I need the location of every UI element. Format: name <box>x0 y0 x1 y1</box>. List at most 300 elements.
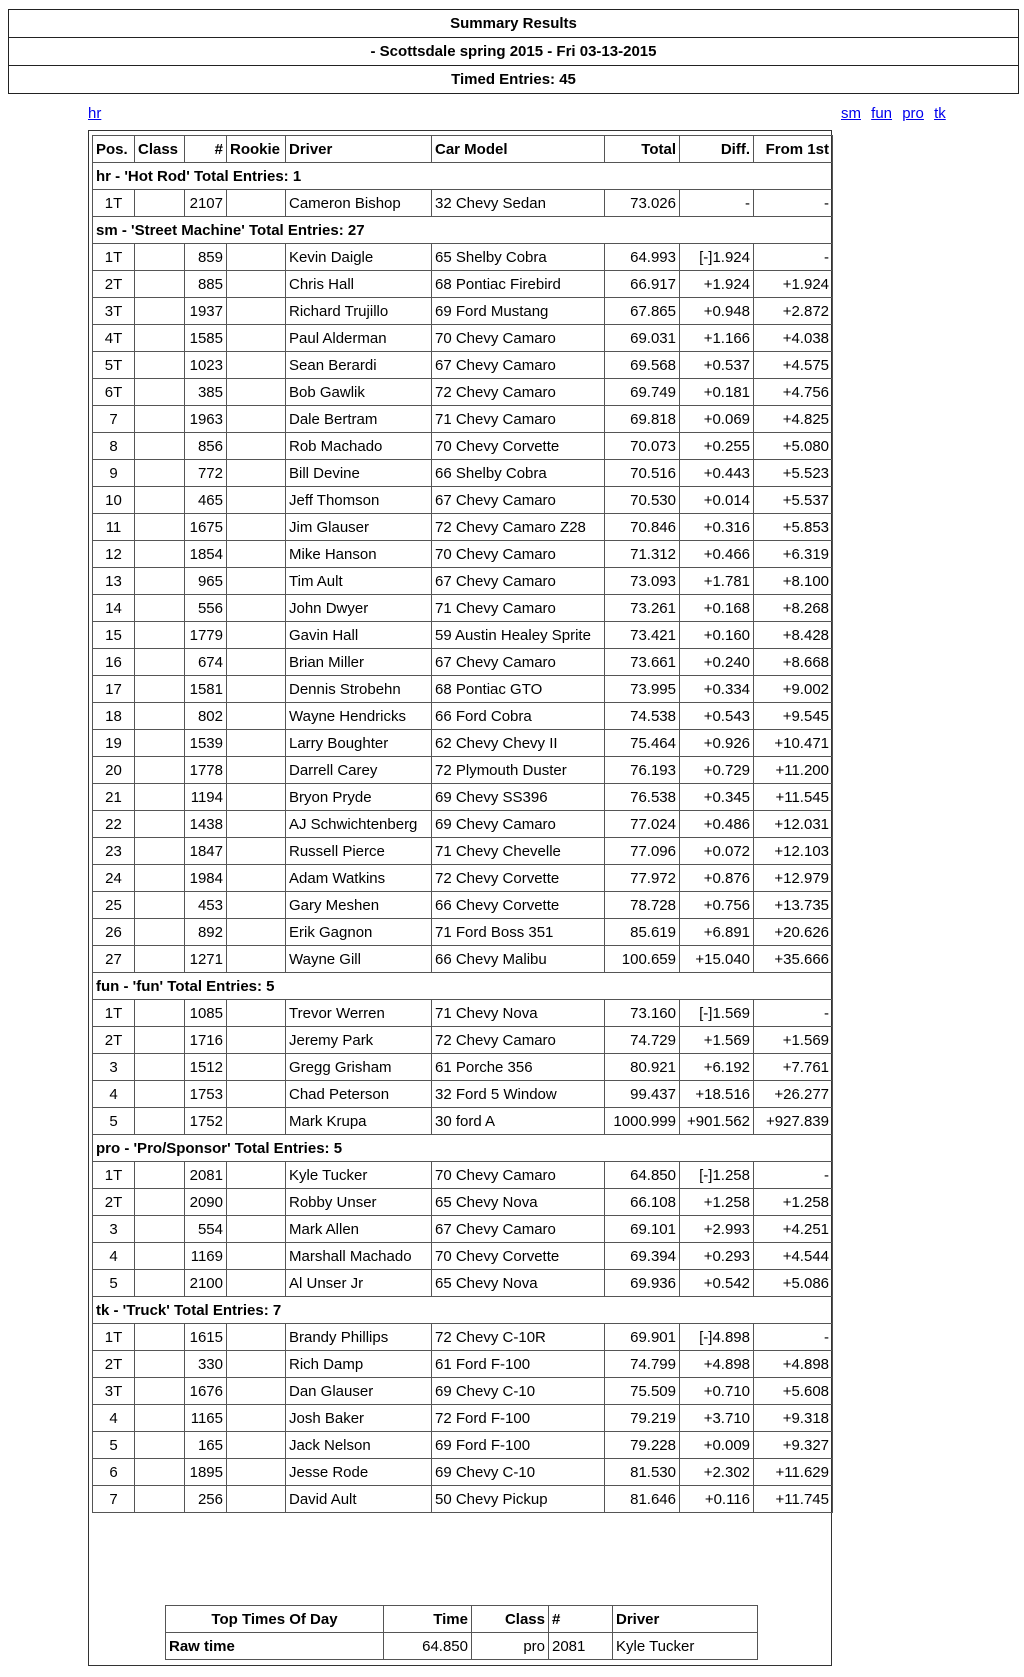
cell-class <box>135 1000 185 1027</box>
table-row <box>93 865 833 892</box>
cell-number: 1165 <box>185 1405 227 1432</box>
cell-pos: 5T <box>93 352 135 379</box>
cell-car-model: 67 Chevy Camaro <box>432 568 605 595</box>
cell-number: 885 <box>185 271 227 298</box>
cell-diff: +6.192 <box>680 1054 754 1081</box>
cell-diff: +1.924 <box>680 271 754 298</box>
cell-total: 77.024 <box>605 811 680 838</box>
cell-from-first: +20.626 <box>754 919 833 946</box>
cell-from-first: +4.251 <box>754 1216 833 1243</box>
cell-driver: Jack Nelson <box>286 1432 432 1459</box>
cell-class <box>135 1351 185 1378</box>
cell-class <box>135 379 185 406</box>
cell-number: 1615 <box>185 1324 227 1351</box>
top-time-class: pro <box>472 1633 549 1660</box>
cell-driver: Bill Devine <box>286 460 432 487</box>
cell-rookie <box>227 676 286 703</box>
cell-diff: +1.166 <box>680 325 754 352</box>
cell-number: 256 <box>185 1486 227 1513</box>
cell-from-first: +1.258 <box>754 1189 833 1216</box>
cell-driver: Dan Glauser <box>286 1378 432 1405</box>
cell-from-first: +8.100 <box>754 568 833 595</box>
cell-car-model: 50 Chevy Pickup <box>432 1486 605 1513</box>
cell-class <box>135 271 185 298</box>
cell-pos: 8 <box>93 433 135 460</box>
cell-rookie <box>227 595 286 622</box>
cell-rookie <box>227 487 286 514</box>
cell-car-model: 72 Ford F-100 <box>432 1405 605 1432</box>
cell-total: 78.728 <box>605 892 680 919</box>
cell-total: 70.073 <box>605 433 680 460</box>
cell-from-first: - <box>754 1162 833 1189</box>
cell-class <box>135 703 185 730</box>
cell-rookie <box>227 1108 286 1135</box>
cell-number: 1854 <box>185 541 227 568</box>
cell-rookie <box>227 244 286 271</box>
cell-class <box>135 1189 185 1216</box>
cell-car-model: 69 Ford Mustang <box>432 298 605 325</box>
cell-pos: 3T <box>93 298 135 325</box>
cell-class <box>135 1081 185 1108</box>
cell-diff: +0.316 <box>680 514 754 541</box>
table-row <box>93 649 833 676</box>
cell-car-model: 66 Chevy Corvette <box>432 892 605 919</box>
cell-from-first: +11.629 <box>754 1459 833 1486</box>
top-times-table <box>165 1605 758 1660</box>
cell-diff: +2.993 <box>680 1216 754 1243</box>
cell-class <box>135 1432 185 1459</box>
cell-total: 74.538 <box>605 703 680 730</box>
cell-from-first: +4.544 <box>754 1243 833 1270</box>
col-tt-number: # <box>549 1606 613 1633</box>
cell-car-model: 69 Chevy Camaro <box>432 811 605 838</box>
table-row <box>93 541 833 568</box>
table-row <box>93 190 833 217</box>
cell-rookie <box>227 1243 286 1270</box>
cell-driver: Mark Krupa <box>286 1108 432 1135</box>
cell-total: 69.936 <box>605 1270 680 1297</box>
cell-pos: 2T <box>93 1351 135 1378</box>
table-row <box>93 703 833 730</box>
cell-from-first: +13.735 <box>754 892 833 919</box>
cell-rookie <box>227 1000 286 1027</box>
cell-driver: Marshall Machado <box>286 1243 432 1270</box>
cell-number: 1778 <box>185 757 227 784</box>
cell-pos: 4 <box>93 1405 135 1432</box>
cell-diff: +0.014 <box>680 487 754 514</box>
cell-driver: Mark Allen <box>286 1216 432 1243</box>
table-row <box>93 1027 833 1054</box>
cell-from-first: +5.523 <box>754 460 833 487</box>
cell-rookie <box>227 838 286 865</box>
cell-driver: Tim Ault <box>286 568 432 595</box>
cell-number: 1539 <box>185 730 227 757</box>
cell-rookie <box>227 1459 286 1486</box>
top-time-label: Raw time <box>166 1633 384 1660</box>
cell-class <box>135 838 185 865</box>
cell-rookie <box>227 325 286 352</box>
results-header-row <box>93 136 833 163</box>
table-row <box>93 1216 833 1243</box>
cell-class <box>135 1216 185 1243</box>
cell-number: 556 <box>185 595 227 622</box>
cell-pos: 1T <box>93 244 135 271</box>
cell-pos: 2T <box>93 1027 135 1054</box>
table-row <box>93 811 833 838</box>
cell-diff: +0.181 <box>680 379 754 406</box>
cell-pos: 21 <box>93 784 135 811</box>
cell-total: 69.101 <box>605 1216 680 1243</box>
cell-diff: +0.334 <box>680 676 754 703</box>
cell-pos: 1T <box>93 1000 135 1027</box>
col-pos: Pos. <box>93 136 135 163</box>
table-row <box>93 757 833 784</box>
cell-total: 64.850 <box>605 1162 680 1189</box>
cell-total: 77.096 <box>605 838 680 865</box>
table-row <box>93 1189 833 1216</box>
cell-total: 66.108 <box>605 1189 680 1216</box>
cell-total: 73.421 <box>605 622 680 649</box>
class-link-sm[interactable]: sm <box>841 105 861 122</box>
cell-total: 85.619 <box>605 919 680 946</box>
top-time-value: 64.850 <box>384 1633 472 1660</box>
cell-class <box>135 784 185 811</box>
cell-pos: 18 <box>93 703 135 730</box>
cell-from-first: +11.200 <box>754 757 833 784</box>
cell-total: 64.993 <box>605 244 680 271</box>
cell-total: 69.818 <box>605 406 680 433</box>
cell-driver: Bob Gawlik <box>286 379 432 406</box>
cell-rookie <box>227 568 286 595</box>
cell-total: 69.749 <box>605 379 680 406</box>
table-row <box>93 379 833 406</box>
cell-diff: +0.948 <box>680 298 754 325</box>
cell-rookie <box>227 1378 286 1405</box>
cell-class <box>135 649 185 676</box>
table-row <box>93 892 833 919</box>
cell-driver: Josh Baker <box>286 1405 432 1432</box>
cell-car-model: 70 Chevy Camaro <box>432 541 605 568</box>
table-row <box>93 1486 833 1513</box>
cell-class <box>135 325 185 352</box>
cell-driver: AJ Schwichtenberg <box>286 811 432 838</box>
cell-rookie <box>227 1216 286 1243</box>
col-driver: Driver <box>286 136 432 163</box>
cell-number: 1085 <box>185 1000 227 1027</box>
cell-pos: 3 <box>93 1216 135 1243</box>
table-row <box>93 946 833 973</box>
cell-diff: +0.116 <box>680 1486 754 1513</box>
cell-driver: Bryon Pryde <box>286 784 432 811</box>
cell-from-first: +26.277 <box>754 1081 833 1108</box>
cell-number: 772 <box>185 460 227 487</box>
top-times-header-row <box>166 1606 758 1633</box>
top-times-row <box>166 1633 758 1660</box>
table-row <box>93 352 833 379</box>
cell-total: 70.530 <box>605 487 680 514</box>
cell-rookie <box>227 1027 286 1054</box>
cell-from-first: - <box>754 1000 833 1027</box>
cell-from-first: +11.745 <box>754 1486 833 1513</box>
cell-total: 74.799 <box>605 1351 680 1378</box>
cell-driver: Kevin Daigle <box>286 244 432 271</box>
cell-driver: Chad Peterson <box>286 1081 432 1108</box>
table-row <box>93 730 833 757</box>
cell-total: 76.193 <box>605 757 680 784</box>
cell-class <box>135 190 185 217</box>
top-time-driver: Kyle Tucker <box>613 1633 758 1660</box>
cell-rookie <box>227 730 286 757</box>
cell-diff: +0.876 <box>680 865 754 892</box>
cell-rookie <box>227 514 286 541</box>
cell-pos: 23 <box>93 838 135 865</box>
col-diff: Diff. <box>680 136 754 163</box>
cell-diff: +0.009 <box>680 1432 754 1459</box>
table-row <box>93 622 833 649</box>
cell-pos: 6 <box>93 1459 135 1486</box>
cell-car-model: 71 Chevy Camaro <box>432 595 605 622</box>
cell-number: 674 <box>185 649 227 676</box>
cell-car-model: 67 Chevy Camaro <box>432 1216 605 1243</box>
cell-driver: Trevor Werren <box>286 1000 432 1027</box>
cell-driver: Darrell Carey <box>286 757 432 784</box>
cell-from-first: +12.031 <box>754 811 833 838</box>
cell-pos: 4 <box>93 1243 135 1270</box>
cell-driver: Gavin Hall <box>286 622 432 649</box>
table-row <box>93 1432 833 1459</box>
cell-total: 70.846 <box>605 514 680 541</box>
cell-pos: 2T <box>93 1189 135 1216</box>
col-top-times: Top Times Of Day <box>166 1606 384 1633</box>
class-link-hr[interactable]: hr <box>88 105 102 122</box>
cell-driver: Cameron Bishop <box>286 190 432 217</box>
cell-number: 2100 <box>185 1270 227 1297</box>
top-time-number: 2081 <box>549 1633 613 1660</box>
cell-pos: 22 <box>93 811 135 838</box>
cell-car-model: 61 Porche 356 <box>432 1054 605 1081</box>
top-times-container <box>165 1605 757 1660</box>
cell-total: 70.516 <box>605 460 680 487</box>
cell-rookie <box>227 1351 286 1378</box>
cell-number: 1895 <box>185 1459 227 1486</box>
cell-diff: +0.255 <box>680 433 754 460</box>
cell-number: 1753 <box>185 1081 227 1108</box>
cell-car-model: 70 Chevy Camaro <box>432 325 605 352</box>
cell-driver: Jeremy Park <box>286 1027 432 1054</box>
cell-class <box>135 1270 185 1297</box>
cell-number: 330 <box>185 1351 227 1378</box>
cell-rookie <box>227 892 286 919</box>
cell-number: 1779 <box>185 622 227 649</box>
cell-from-first: +4.038 <box>754 325 833 352</box>
cell-total: 67.865 <box>605 298 680 325</box>
cell-driver: Larry Boughter <box>286 730 432 757</box>
cell-pos: 26 <box>93 919 135 946</box>
cell-from-first: +5.080 <box>754 433 833 460</box>
table-row <box>93 325 833 352</box>
cell-number: 2090 <box>185 1189 227 1216</box>
cell-class <box>135 541 185 568</box>
class-links-left <box>88 105 107 122</box>
table-row <box>93 406 833 433</box>
cell-class <box>135 892 185 919</box>
table-row <box>93 919 833 946</box>
cell-total: 66.917 <box>605 271 680 298</box>
cell-rookie <box>227 784 286 811</box>
cell-from-first: +5.086 <box>754 1270 833 1297</box>
cell-pos: 15 <box>93 622 135 649</box>
cell-class <box>135 1108 185 1135</box>
cell-class <box>135 1459 185 1486</box>
group-header-row <box>93 163 833 190</box>
cell-car-model: 72 Chevy Camaro <box>432 379 605 406</box>
cell-driver: Gary Meshen <box>286 892 432 919</box>
cell-class <box>135 244 185 271</box>
cell-rookie <box>227 757 286 784</box>
cell-pos: 2T <box>93 271 135 298</box>
cell-total: 79.228 <box>605 1432 680 1459</box>
cell-from-first: +9.545 <box>754 703 833 730</box>
cell-car-model: 70 Chevy Corvette <box>432 433 605 460</box>
cell-class <box>135 1054 185 1081</box>
cell-car-model: 66 Ford Cobra <box>432 703 605 730</box>
cell-driver: Al Unser Jr <box>286 1270 432 1297</box>
cell-diff: +4.898 <box>680 1351 754 1378</box>
cell-total: 69.394 <box>605 1243 680 1270</box>
cell-car-model: 62 Chevy Chevy II <box>432 730 605 757</box>
cell-number: 1937 <box>185 298 227 325</box>
cell-diff: [-]1.258 <box>680 1162 754 1189</box>
table-row <box>93 676 833 703</box>
cell-rookie <box>227 352 286 379</box>
cell-class <box>135 919 185 946</box>
col-number: # <box>185 136 227 163</box>
cell-rookie <box>227 946 286 973</box>
table-row <box>93 1054 833 1081</box>
cell-class <box>135 1243 185 1270</box>
cell-from-first: +8.668 <box>754 649 833 676</box>
class-link-tk[interactable]: tk <box>934 105 946 122</box>
cell-car-model: 61 Ford F-100 <box>432 1351 605 1378</box>
cell-rookie <box>227 1324 286 1351</box>
cell-car-model: 71 Chevy Chevelle <box>432 838 605 865</box>
class-link-fun[interactable]: fun <box>871 105 893 122</box>
cell-driver: Brian Miller <box>286 649 432 676</box>
cell-rookie <box>227 379 286 406</box>
cell-car-model: 72 Chevy Camaro Z28 <box>432 514 605 541</box>
cell-rookie <box>227 703 286 730</box>
cell-diff: +0.443 <box>680 460 754 487</box>
table-row <box>93 1162 833 1189</box>
cell-driver: Wayne Gill <box>286 946 432 973</box>
cell-number: 554 <box>185 1216 227 1243</box>
cell-total: 75.509 <box>605 1378 680 1405</box>
table-row <box>93 1459 833 1486</box>
table-row <box>93 1351 833 1378</box>
group-title: tk - 'Truck' Total Entries: 7 <box>93 1297 833 1324</box>
cell-diff: +15.040 <box>680 946 754 973</box>
cell-total: 81.646 <box>605 1486 680 1513</box>
cell-from-first: +2.872 <box>754 298 833 325</box>
cell-pos: 5 <box>93 1432 135 1459</box>
cell-class <box>135 406 185 433</box>
cell-total: 76.538 <box>605 784 680 811</box>
cell-class <box>135 1324 185 1351</box>
table-row <box>93 1243 833 1270</box>
table-row <box>93 433 833 460</box>
cell-rookie <box>227 1054 286 1081</box>
cell-number: 453 <box>185 892 227 919</box>
cell-rookie <box>227 1405 286 1432</box>
group-title: fun - 'fun' Total Entries: 5 <box>93 973 833 1000</box>
cell-from-first: +1.924 <box>754 271 833 298</box>
cell-from-first: +7.761 <box>754 1054 833 1081</box>
group-header-row <box>93 217 833 244</box>
cell-diff: +0.756 <box>680 892 754 919</box>
cell-car-model: 32 Chevy Sedan <box>432 190 605 217</box>
table-row <box>93 1000 833 1027</box>
cell-driver: Dale Bertram <box>286 406 432 433</box>
cell-diff: +901.562 <box>680 1108 754 1135</box>
cell-number: 892 <box>185 919 227 946</box>
cell-pos: 4T <box>93 325 135 352</box>
cell-pos: 24 <box>93 865 135 892</box>
table-row <box>93 1108 833 1135</box>
cell-car-model: 70 Chevy Corvette <box>432 1243 605 1270</box>
cell-diff: [-]4.898 <box>680 1324 754 1351</box>
cell-total: 80.921 <box>605 1054 680 1081</box>
cell-pos: 14 <box>93 595 135 622</box>
cell-class <box>135 298 185 325</box>
cell-rookie <box>227 919 286 946</box>
cell-car-model: 68 Pontiac GTO <box>432 676 605 703</box>
page-title: Summary Results <box>450 15 577 32</box>
cell-from-first: +12.103 <box>754 838 833 865</box>
cell-diff: +1.569 <box>680 1027 754 1054</box>
class-link-pro[interactable]: pro <box>902 105 924 122</box>
cell-class <box>135 730 185 757</box>
cell-number: 1752 <box>185 1108 227 1135</box>
cell-pos: 5 <box>93 1108 135 1135</box>
cell-pos: 4 <box>93 1081 135 1108</box>
cell-driver: Rich Damp <box>286 1351 432 1378</box>
summary-header <box>8 9 1019 94</box>
cell-from-first: +6.319 <box>754 541 833 568</box>
cell-total: 69.031 <box>605 325 680 352</box>
cell-number: 1963 <box>185 406 227 433</box>
cell-total: 79.219 <box>605 1405 680 1432</box>
cell-class <box>135 865 185 892</box>
cell-from-first: +4.898 <box>754 1351 833 1378</box>
cell-driver: Paul Alderman <box>286 325 432 352</box>
cell-pos: 17 <box>93 676 135 703</box>
cell-number: 1984 <box>185 865 227 892</box>
cell-total: 100.659 <box>605 946 680 973</box>
cell-car-model: 65 Shelby Cobra <box>432 244 605 271</box>
cell-rookie <box>227 1270 286 1297</box>
cell-pos: 5 <box>93 1270 135 1297</box>
table-row <box>93 271 833 298</box>
cell-number: 1169 <box>185 1243 227 1270</box>
cell-rookie <box>227 811 286 838</box>
cell-car-model: 59 Austin Healey Sprite <box>432 622 605 649</box>
cell-class <box>135 352 185 379</box>
cell-class <box>135 460 185 487</box>
cell-pos: 3T <box>93 1378 135 1405</box>
cell-number: 1023 <box>185 352 227 379</box>
cell-class <box>135 1405 185 1432</box>
cell-rookie <box>227 649 286 676</box>
